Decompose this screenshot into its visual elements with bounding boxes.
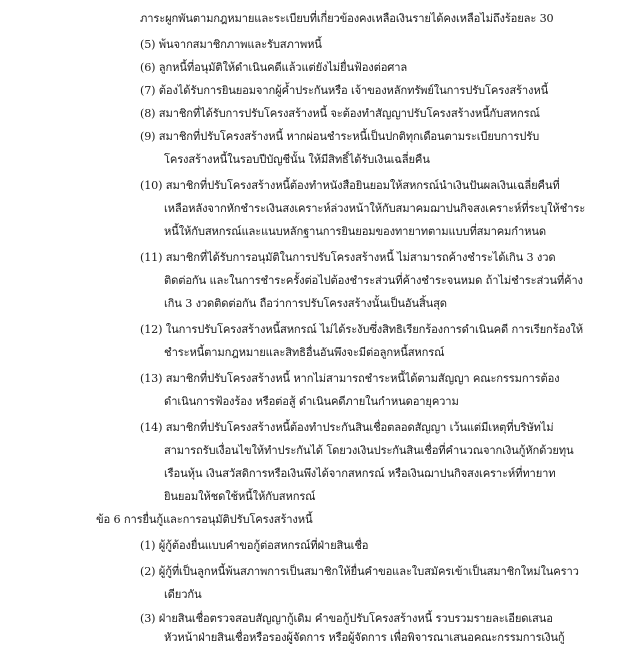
- list-item-10: (10) สมาชิกที่ปรับโครงสร้างหนี้ต้องทำหนังสือยินยอมให้สหกรณ์นำเงินปันผลเงินเฉลี่ยคืนที่: [140, 179, 560, 192]
- list-item-1: (1) ผู้กู้ต้องยื่นแบบคำขอกู้ต่อสหกรณ์ที่ฝ่ายสินเชื่อ: [140, 539, 369, 552]
- text-line: หนี้ให้กับสหกรณ์และแนบหลักฐานการยินยอมของทายาทตามแบบที่สมาคมกำหนด: [164, 225, 547, 238]
- text-line: เรือนหุ้น เงินสวัสดิการหรือเงินพึงได้จากสหกรณ์ หรือเงินฌาปนกิจสงเคราะห์ที่ทายาท: [164, 467, 556, 480]
- text-line: เดียวกัน: [164, 588, 202, 601]
- list-item-7: (7) ต้องได้รับการยินยอมจากผู้ค้ำประกันหรือ เจ้าของหลักทรัพย์ในการปรับโครงสร้างหนี้: [140, 84, 549, 97]
- section-heading: ข้อ 6 การยื่นกู้และการอนุมัติปรับโครงสร้างหนี้: [96, 513, 313, 526]
- list-item-5: (5) พ้นจากสมาชิกภาพและรับสภาพหนี้: [140, 38, 322, 51]
- text-line: ภาระผูกพันตามกฎหมายและระเบียบที่เกี่ยวข้องคงเหลือเงินรายได้คงเหลือไม่ถึงร้อยละ 30: [140, 12, 554, 25]
- text-line: ดำเนินการฟ้องร้อง หรือต่อสู้ ดำเนินคดีภายในกำหนดอายุความ: [164, 395, 459, 408]
- list-item-3: (3) ฝ่ายสินเชื่อตรวจสอบสัญญากู้เดิม คำขอกู้ปรับโครงสร้างหนี้ รวบรวมรายละเอียดเสนอ: [140, 612, 553, 625]
- list-item-13: (13) สมาชิกที่ปรับโครงสร้างหนี้ หากไม่สามารถชำระหนี้ได้ตามสัญญา คณะกรรมการต้อง: [140, 372, 560, 385]
- text-line: ยินยอมให้ชดใช้หนี้ให้กับสหกรณ์: [164, 490, 316, 503]
- list-item-12: (12) ในการปรับโครงสร้างหนี้สหกรณ์ ไม่ได้ระงับซึ่งสิทธิเรียกร้องการดำเนินคดี การเรียกร้องให้: [140, 323, 583, 336]
- text-line: ติดต่อกัน และในการชำระครั้งต่อไปต้องชำระส่วนที่ค้างชำระจนหมด ถ้าไม่ชำระส่วนที่ค้าง: [164, 274, 583, 287]
- list-item-6: (6) ลูกหนี้ที่อนุมัติให้ดำเนินคดีแล้วแต่ยังไม่ยื่นฟ้องต่อศาล: [140, 61, 408, 74]
- text-line: เหลือหลังจากหักชำระเงินสงเคราะห์ล่วงหน้าให้กับสมาคมฌาปนกิจสงเคราะห์ที่ระบุให้ชำระ: [164, 202, 586, 215]
- text-line: สามารถรับเงื่อนไขให้ทำประกันได้ โดยวงเงินประกันสินเชื่อที่คำนวณจากเงินกู้หักด้วยทุน: [164, 444, 574, 457]
- list-item-9: (9) สมาชิกที่ปรับโครงสร้างหนี้ หากผ่อนชำระหนี้เป็นปกติทุกเดือนตามระเบียบการปรับ: [140, 130, 540, 143]
- list-item-14: (14) สมาชิกที่ปรับโครงสร้างหนี้ต้องทำประกันสินเชื่อตลอดสัญญา เว้นแต่มีเหตุที่บริษัทไม่: [140, 421, 554, 434]
- text-line: เกิน 3 งวดติดต่อกัน ถือว่าการปรับโครงสร้างนั้นเป็นอันสิ้นสุด: [164, 297, 447, 310]
- text-line: หัวหน้าฝ่ายสินเชื่อหรือรองผู้จัดการ หรือผู้จัดการ เพื่อพิจารณาเสนอคณะกรรมการเงินกู้: [164, 631, 565, 644]
- list-item-8: (8) สมาชิกที่ได้รับการปรับโครงสร้างหนี้ จะต้องทำสัญญาปรับโครงสร้างหนี้กับสหกรณ์: [140, 107, 540, 120]
- list-item-11: (11) สมาชิกที่ได้รับการอนุมัติในการปรับโครงสร้างหนี้ ไม่สามารถค้างชำระได้เกิน 3 งวด: [140, 251, 556, 264]
- text-line: ชำระหนี้ตามกฎหมายและสิทธิอื่นอันพึงจะมีต่อลูกหนี้สหกรณ์: [164, 346, 445, 359]
- list-item-2: (2) ผู้กู้ที่เป็นลูกหนี้พ้นสภาพการเป็นสมาชิกให้ยื่นคำขอและใบสมัครเข้าเป็นสมาชิกใหม่ในคราว: [140, 565, 579, 578]
- text-line: โครงสร้างหนี้ในรอบปีบัญชีนั้น ให้มีสิทธิ์ได้รับเงินเฉลี่ยคืน: [164, 153, 430, 166]
